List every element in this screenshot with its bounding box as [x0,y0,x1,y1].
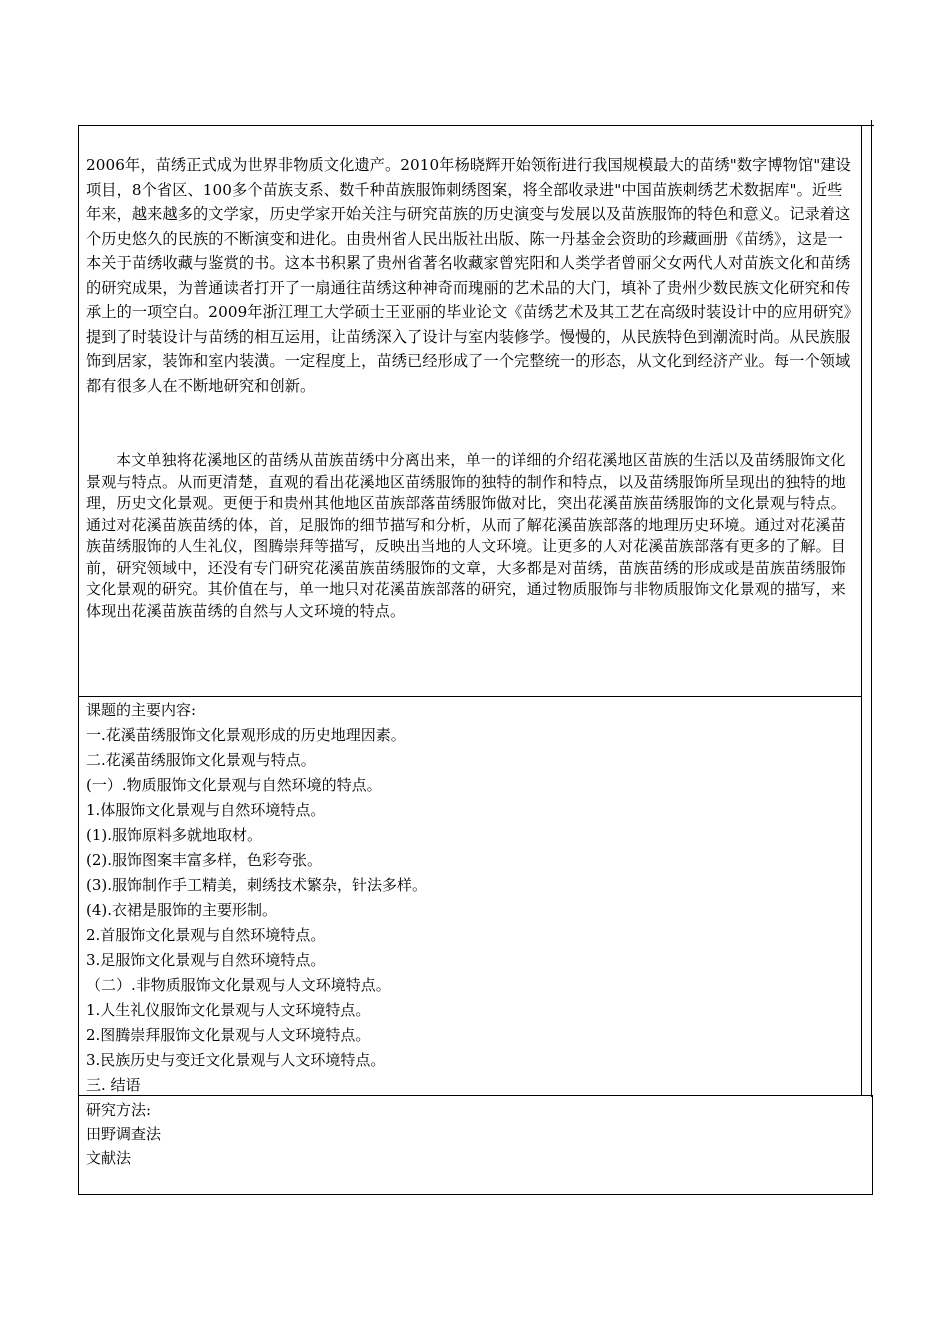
content-list [86,698,427,1098]
content-item: 三. 结语 [86,1076,141,1094]
table-right-border [871,120,872,1097]
content-item: 2.首服饰文化景观与自然环境特点。 [86,926,326,944]
background-paragraph-2: 本文单独将花溪地区的苗绣从苗族苗绣中分离出来，单一的详细的介绍花溪地区苗族的生活以及苗绣服饰文化景观与特点。从而更清楚，直观的看出花溪地区苗绣服饰的独特的制作和特点，以及苗绣服饰所呈现出的独特的地理，历史文化景观。更便于和贵州其他地区苗族部落苗绣服饰做对比，突出花溪苗族苗绣服饰的文化景观与特点。通过对花溪苗族苗绣的体，首，足服饰的细节描写和分析，从而了解花溪苗族部落的地理历史环境。通过对花溪苗族苗绣服饰的人生礼仪，图腾崇拜等描写，反映出当地的人文环境。让更多的人对花溪苗族部落有更多的了解。目前，研究领域中，还没有专门研究花溪苗族苗绣服饰的文章，大多都是对苗绣，苗族苗绣的形成或是苗族苗绣服饰文化景观的研究。其价值在与，单一地只对花溪苗族部落的研究，通过物质服饰与非物质服饰文化景观的描写，来体现出花溪苗族苗绣的自然与人文环境的特点。 [86,451,847,620]
table-top-border-extension [862,125,874,126]
method-item: 田野调查法 [86,1125,162,1143]
content-item: 1.体服饰文化景观与自然环境特点。 [86,801,326,819]
content-heading: 课题的主要内容: [86,701,197,719]
content-item: 二.花溪苗绣服饰文化景观与特点。 [86,751,316,769]
content-item: (3).服饰制作手工精美，刺绣技术繁杂，针法多样。 [86,876,428,894]
content-item: 3.民族历史与变迁文化景观与人文环境特点。 [86,1051,386,1069]
background-paragraph-1: 2006年，苗绣正式成为世界非物质文化遗产。2010年杨晓辉开始领衔进行我国规模最大的苗绣"数字博物馆"建设项目，8个省区、100多个苗族支系、数千种苗族服饰刺绣图案，将全部收录进"中国苗族刺绣艺术数据库"。近些年来，越来越多的文学家，历史学家开始关注与研究苗族的历史演变与发展以及苗族服饰的特色和意义。记录着这个历史悠久的民族的不断演变和进化。由贵州省人民出版社出版、陈一丹基金会资助的珍藏画册《苗绣》，这是一本关于苗绣收藏与鉴赏的书。这本书积累了贵州省著名收藏家曾宪阳和人类学者曾丽父女两代人对苗族文化和苗绣的研究成果，为普通读者打开了一扇通往苗绣这种神奇而瑰丽的艺术品的大门，填补了贵州少数民族文化研究和传承上的一项空白。2009年浙江理工大学硕士王亚丽的毕业论文《苗绣艺术及其工艺在高级时装设计中的应用研究》提到了时装设计与苗绣的相互运用，让苗绣深入了设计与室内装修学。慢慢的，从民族特色到潮流时尚。从民族服饰到居家，装饰和室内装潢。一定程度上，苗绣已经形成了一个完整统一的形态，从文化到经济产业。每一个领域都有很多人在不断地研究和创新。 [86,156,852,395]
methods-list [86,1098,161,1170]
methods-section [78,1095,873,1195]
content-item: (4).衣裙是服饰的主要形制。 [86,901,278,919]
content-item: 3.足服饰文化景观与自然环境特点。 [86,951,326,969]
content-item: (1).服饰原料多就地取材。 [86,826,263,844]
content-item: (一）.物质服饰文化景观与自然环境的特点。 [86,776,382,794]
content-item: （二）.非物质服饰文化景观与人文环境特点。 [86,976,391,994]
content-item: 1.人生礼仪服饰文化景观与人文环境特点。 [86,1001,371,1019]
content-item: (2).服饰图案丰富多样，色彩夸张。 [86,851,323,869]
content-item: 一.花溪苗绣服饰文化景观形成的历史地理因素。 [86,726,406,744]
methods-heading: 研究方法: [86,1101,152,1119]
method-item: 文献法 [86,1149,132,1167]
content-item: 2.图腾崇拜服饰文化景观与人文环境特点。 [86,1026,371,1044]
